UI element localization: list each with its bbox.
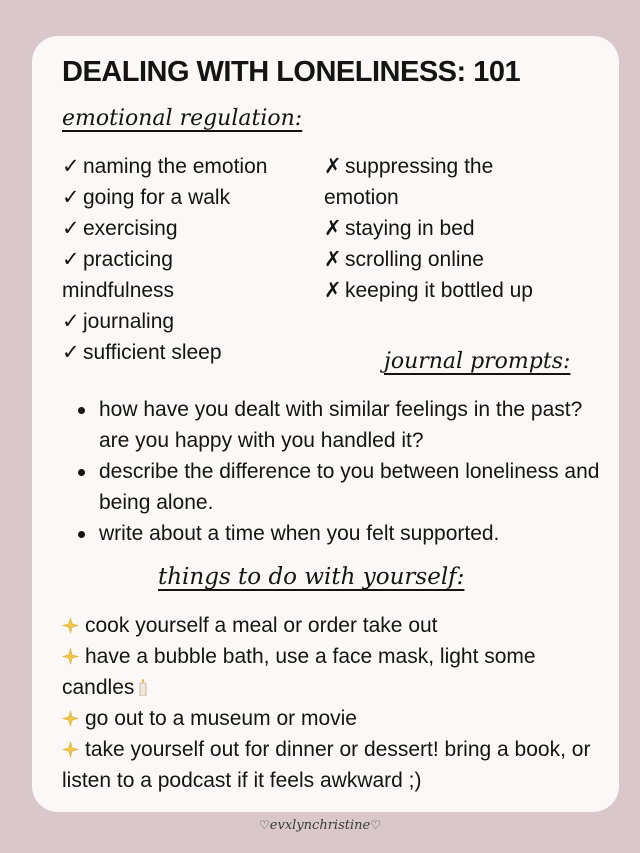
cross-icon: ✗ <box>324 155 342 178</box>
sparkle-icon <box>62 617 79 634</box>
check-icon: ✓ <box>62 248 80 271</box>
bullet-icon <box>78 407 85 414</box>
cross-icon: ✗ <box>324 248 342 271</box>
list-item: ✗ staying in bed <box>324 213 609 244</box>
bullet-icon <box>78 469 85 476</box>
content-card <box>32 36 619 812</box>
check-icon: ✓ <box>62 310 80 333</box>
check-icon: ✓ <box>62 155 80 178</box>
list-item: cook yourself a meal or order take out <box>62 610 607 641</box>
check-icon: ✓ <box>62 217 80 240</box>
list-item: ✗ scrolling online <box>324 244 609 275</box>
page-title: DEALING WITH LONELINESS: 101 <box>62 56 521 88</box>
list-item-continuation: mindfulness <box>62 279 175 302</box>
list-item: ✗ keeping it bottled up <box>324 275 609 306</box>
list-item: write about a time when you felt supported. <box>72 518 612 549</box>
journal-prompts-heading: journal prompts: <box>384 349 571 374</box>
things-to-do-list <box>62 610 607 796</box>
dont-list <box>324 151 609 306</box>
list-item-continuation: emotion <box>324 186 399 209</box>
cross-icon: ✗ <box>324 217 342 240</box>
list-item: ✗ suppressing the <box>324 151 609 182</box>
heart-icon: ♡ <box>370 818 381 832</box>
cross-icon: ✗ <box>324 279 342 302</box>
list-item: have a bubble bath, use a face mask, light some candles <box>62 645 536 699</box>
list-item: take yourself out for dinner or dessert! bring a book, or listen to a podcast if it feels awkward ;) <box>62 738 591 792</box>
list-item: ✓ sufficient sleep <box>62 337 322 368</box>
list-item: describe the difference to you between loneliness and being alone. <box>72 456 612 518</box>
list-item: ✓ practicing <box>62 244 322 275</box>
list-item: ✓ going for a walk <box>62 182 322 213</box>
heart-icon: ♡ <box>259 818 270 832</box>
author-watermark <box>0 818 640 833</box>
sparkle-icon <box>62 741 79 758</box>
do-list <box>62 151 322 368</box>
author-handle: evxlynchristine <box>269 818 371 833</box>
emotional-regulation-heading: emotional regulation: <box>62 106 303 131</box>
candle-icon <box>138 678 148 696</box>
check-icon: ✓ <box>62 341 80 364</box>
list-item: ✓ naming the emotion <box>62 151 322 182</box>
sparkle-icon <box>62 648 79 665</box>
list-item: ✓ exercising <box>62 213 322 244</box>
bullet-icon <box>78 531 85 538</box>
things-to-do-heading: things to do with yourself: <box>158 564 465 590</box>
journal-prompts-list <box>72 394 612 549</box>
check-icon: ✓ <box>62 186 80 209</box>
list-item: ✓ journaling <box>62 306 322 337</box>
list-item: go out to a museum or movie <box>62 703 607 734</box>
list-item: how have you dealt with similar feelings in the past? are you happy with you handled it? <box>72 394 612 456</box>
sparkle-icon <box>62 710 79 727</box>
